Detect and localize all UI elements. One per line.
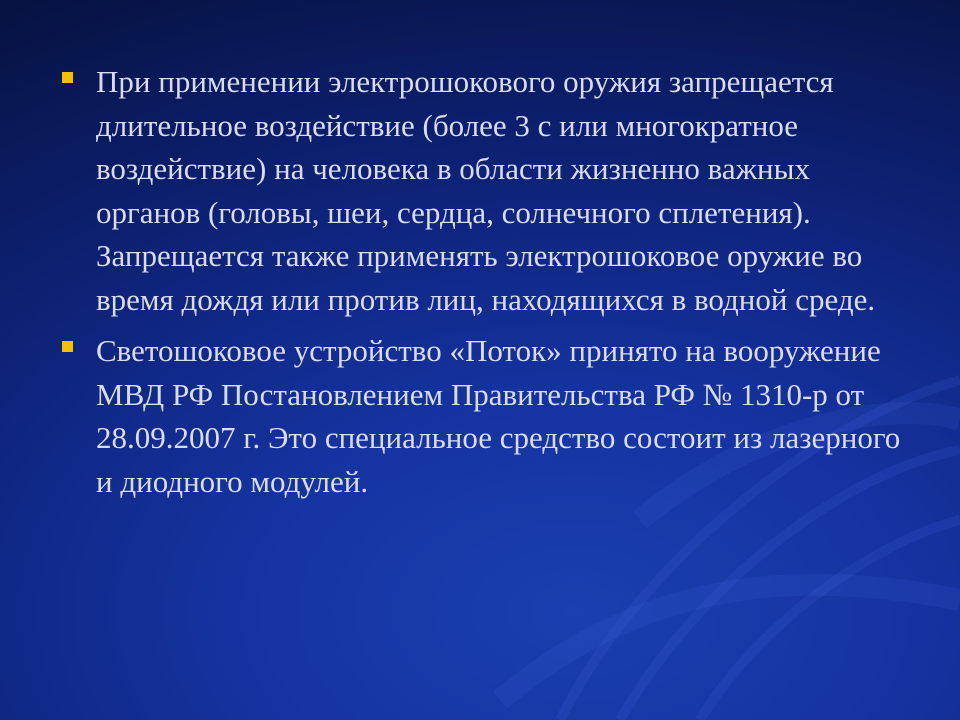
bullet-item-light-shock-device <box>58 329 918 503</box>
square-bullet-icon <box>62 341 73 352</box>
slide-content <box>58 60 918 511</box>
square-bullet-icon <box>62 72 73 83</box>
bullet-text-light-shock-device: Светошоковое устройство «Поток» принято на вооружение МВД РФ Постановлением Правительства РФ № 1310-р от 28.09.2007 г. Это специальное средство состоит из лазерного и диодного модулей. <box>96 333 901 499</box>
bullet-item-electroshock <box>58 60 918 321</box>
bullet-text-electroshock: При применении электрошокового оружия запрещается длительное воздействие (более 3 с или многократное воздействие) на человека в области жизненно важных органов (головы, шеи, сердца, солнечного сплетения). Запрещается также применять электрошоковое оружие во время дождя или против лиц, находящихся в водной среде. <box>96 64 876 317</box>
